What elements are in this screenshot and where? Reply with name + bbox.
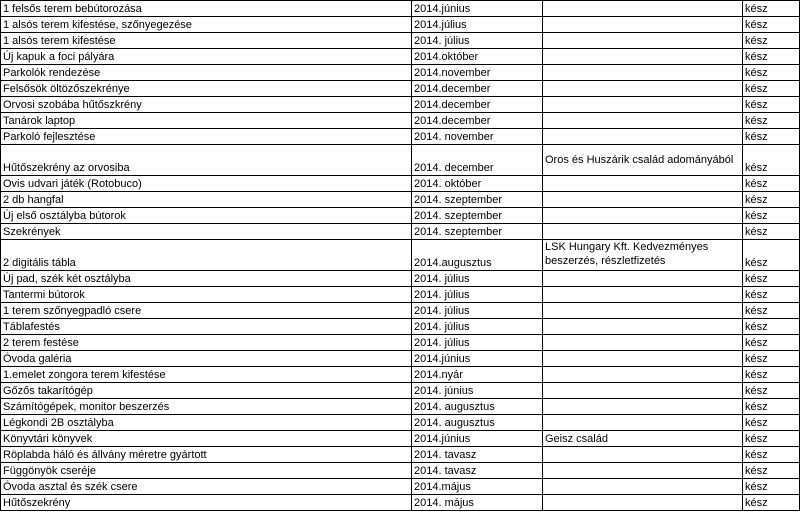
status-cell: kész	[743, 447, 800, 463]
status-cell: kész	[743, 17, 800, 33]
status-cell: kész	[743, 33, 800, 49]
item-cell: Új első osztályba bútorok	[1, 208, 412, 224]
item-cell: Óvoda galéria	[1, 351, 412, 367]
note-cell	[543, 399, 743, 415]
note-cell	[543, 192, 743, 208]
table-row	[1, 49, 800, 65]
status-cell: kész	[743, 399, 800, 415]
item-cell: 1.emelet zongora terem kifestése	[1, 367, 412, 383]
date-cell: 2014.november	[412, 65, 543, 81]
note-cell	[543, 65, 743, 81]
table-row	[1, 431, 800, 447]
status-cell: kész	[743, 97, 800, 113]
item-cell: Orvosi szobába hűtőszkrény	[1, 97, 412, 113]
table-row	[1, 97, 800, 113]
status-cell: kész	[743, 192, 800, 208]
table-row	[1, 367, 800, 383]
table-row	[1, 240, 800, 271]
item-cell: Gőzős takarítógép	[1, 383, 412, 399]
table-row	[1, 192, 800, 208]
note-cell	[543, 303, 743, 319]
note-cell: Geisz család	[543, 431, 743, 447]
status-cell: kész	[743, 65, 800, 81]
item-cell: Tanárok laptop	[1, 113, 412, 129]
date-cell: 2014. augusztus	[412, 399, 543, 415]
item-cell: Felsősök öltözőszekrénye	[1, 81, 412, 97]
status-cell: kész	[743, 383, 800, 399]
note-cell	[543, 351, 743, 367]
note-cell	[543, 463, 743, 479]
status-cell: kész	[743, 1, 800, 17]
table-row	[1, 447, 800, 463]
note-cell	[543, 479, 743, 495]
item-cell: 1 alsós terem kifestése, szőnyegezése	[1, 17, 412, 33]
table-row	[1, 319, 800, 335]
projects-table-body	[1, 1, 800, 511]
date-cell: 2014.május	[412, 479, 543, 495]
item-cell: Röplabda háló és állvány méretre gyártott	[1, 447, 412, 463]
date-cell: 2014. tavasz	[412, 447, 543, 463]
date-cell: 2014. november	[412, 129, 543, 145]
status-cell: kész	[743, 240, 800, 271]
table-row	[1, 65, 800, 81]
status-cell: kész	[743, 351, 800, 367]
note-cell	[543, 224, 743, 240]
status-cell: kész	[743, 208, 800, 224]
date-cell: 2014. július	[412, 303, 543, 319]
date-cell: 2014.június	[412, 1, 543, 17]
note-cell	[543, 319, 743, 335]
status-cell: kész	[743, 145, 800, 176]
item-cell: Parkolók rendezése	[1, 65, 412, 81]
table-row	[1, 145, 800, 176]
date-cell: 2014. tavasz	[412, 463, 543, 479]
note-cell	[543, 33, 743, 49]
status-cell: kész	[743, 479, 800, 495]
table-row	[1, 81, 800, 97]
note-cell	[543, 415, 743, 431]
note-cell	[543, 287, 743, 303]
item-cell: Hűtőszekrény	[1, 495, 412, 511]
table-row	[1, 287, 800, 303]
status-cell: kész	[743, 81, 800, 97]
table-row	[1, 383, 800, 399]
status-cell: kész	[743, 49, 800, 65]
table-row	[1, 271, 800, 287]
item-cell: Könyvtári könyvek	[1, 431, 412, 447]
note-cell	[543, 49, 743, 65]
date-cell: 2014.október	[412, 49, 543, 65]
date-cell: 2014.július	[412, 17, 543, 33]
table-row	[1, 463, 800, 479]
date-cell: 2014.december	[412, 81, 543, 97]
note-cell	[543, 1, 743, 17]
date-cell: 2014. július	[412, 271, 543, 287]
note-cell	[543, 176, 743, 192]
table-row	[1, 415, 800, 431]
status-cell: kész	[743, 495, 800, 511]
table-row	[1, 1, 800, 17]
status-cell: kész	[743, 463, 800, 479]
status-cell: kész	[743, 113, 800, 129]
item-cell: Számítógépek, monitor beszerzés	[1, 399, 412, 415]
status-cell: kész	[743, 367, 800, 383]
item-cell: 2 terem festése	[1, 335, 412, 351]
date-cell: 2014. október	[412, 176, 543, 192]
date-cell: 2014.augusztus	[412, 240, 543, 271]
table-row	[1, 208, 800, 224]
item-cell: Parkoló fejlesztése	[1, 129, 412, 145]
table-row	[1, 303, 800, 319]
date-cell: 2014.június	[412, 351, 543, 367]
item-cell: Függönyök cseréje	[1, 463, 412, 479]
note-cell	[543, 97, 743, 113]
table-row	[1, 479, 800, 495]
note-cell	[543, 113, 743, 129]
item-cell: Ovis udvari játék (Rotobuco)	[1, 176, 412, 192]
item-cell: 1 alsós terem kifestése	[1, 33, 412, 49]
date-cell: 2014. július	[412, 33, 543, 49]
note-cell	[543, 383, 743, 399]
status-cell: kész	[743, 431, 800, 447]
table-row	[1, 399, 800, 415]
item-cell: 2 digitális tábla	[1, 240, 412, 271]
table-row	[1, 113, 800, 129]
date-cell: 2014. május	[412, 495, 543, 511]
status-cell: kész	[743, 303, 800, 319]
note-cell	[543, 129, 743, 145]
table-row	[1, 176, 800, 192]
date-cell: 2014. december	[412, 145, 543, 176]
item-cell: Légkondi 2B osztályba	[1, 415, 412, 431]
table-row	[1, 33, 800, 49]
status-cell: kész	[743, 415, 800, 431]
date-cell: 2014. június	[412, 383, 543, 399]
status-cell: kész	[743, 335, 800, 351]
date-cell: 2014. szeptember	[412, 208, 543, 224]
note-cell	[543, 208, 743, 224]
table-row	[1, 351, 800, 367]
date-cell: 2014. szeptember	[412, 224, 543, 240]
table-row	[1, 17, 800, 33]
table-row	[1, 495, 800, 511]
item-cell: Tantermi bútorok	[1, 287, 412, 303]
date-cell: 2014. július	[412, 287, 543, 303]
note-cell: Oros és Huszárik család adományából	[543, 145, 743, 176]
date-cell: 2014. augusztus	[412, 415, 543, 431]
item-cell: 1 terem szőnyegpadló csere	[1, 303, 412, 319]
item-cell: Szekrények	[1, 224, 412, 240]
status-cell: kész	[743, 176, 800, 192]
status-cell: kész	[743, 287, 800, 303]
date-cell: 2014.december	[412, 113, 543, 129]
date-cell: 2014.június	[412, 431, 543, 447]
note-cell	[543, 81, 743, 97]
item-cell: Új kapuk a foci pályára	[1, 49, 412, 65]
table-row	[1, 224, 800, 240]
note-cell	[543, 335, 743, 351]
date-cell: 2014. július	[412, 335, 543, 351]
date-cell: 2014.nyár	[412, 367, 543, 383]
status-cell: kész	[743, 319, 800, 335]
item-cell: 1 felsős terem bebútorozása	[1, 1, 412, 17]
note-cell	[543, 271, 743, 287]
date-cell: 2014. szeptember	[412, 192, 543, 208]
date-cell: 2014.december	[412, 97, 543, 113]
item-cell: Hűtőszekrény az orvosiba	[1, 145, 412, 176]
item-cell: 2 db hangfal	[1, 192, 412, 208]
note-cell: LSK Hungary Kft. Kedvezményes beszerzés, részletfizetés	[543, 240, 743, 271]
note-cell	[543, 17, 743, 33]
status-cell: kész	[743, 129, 800, 145]
table-row	[1, 335, 800, 351]
note-cell	[543, 367, 743, 383]
item-cell: Új pad, szék két osztályba	[1, 271, 412, 287]
status-cell: kész	[743, 271, 800, 287]
item-cell: Táblafestés	[1, 319, 412, 335]
item-cell: Óvoda asztal és szék csere	[1, 479, 412, 495]
date-cell: 2014. július	[412, 319, 543, 335]
note-cell	[543, 495, 743, 511]
table-row	[1, 129, 800, 145]
note-cell	[543, 447, 743, 463]
status-cell: kész	[743, 224, 800, 240]
